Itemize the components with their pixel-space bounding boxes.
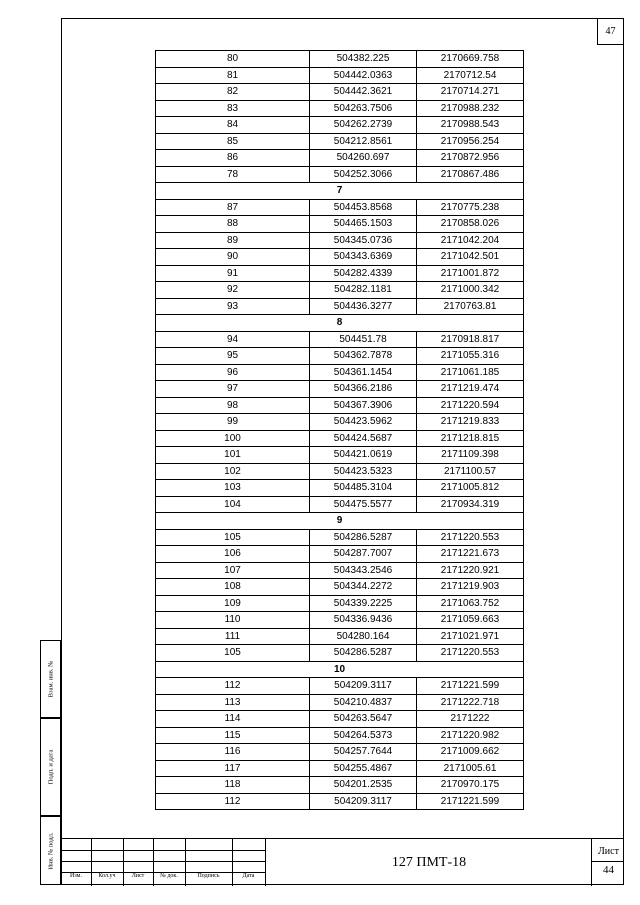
point-number-cell: 94: [156, 331, 310, 348]
point-number-cell: 105: [156, 645, 310, 662]
x-coordinate-cell: 504442.3621: [310, 84, 417, 101]
col-label-count: Кол.уч: [98, 873, 116, 879]
table-row: [156, 529, 524, 546]
y-coordinate-cell: 2171005.61: [417, 760, 524, 777]
y-coordinate-cell: 2171219.903: [417, 579, 524, 596]
table-row: [156, 216, 524, 233]
x-coordinate-cell: 504336.9436: [310, 612, 417, 629]
y-coordinate-cell: 2171222: [417, 711, 524, 728]
point-number-cell: 85: [156, 133, 310, 150]
point-number-cell: 97: [156, 381, 310, 398]
y-coordinate-cell: 2171220.553: [417, 529, 524, 546]
y-coordinate-cell: 2171055.316: [417, 348, 524, 365]
table-row: [156, 397, 524, 414]
side-cell-signature-date: [40, 718, 61, 816]
x-coordinate-cell: 504485.3104: [310, 480, 417, 497]
y-coordinate-cell: 2170872.956: [417, 150, 524, 167]
group-header-row: [156, 315, 524, 332]
table-row: [156, 232, 524, 249]
table-row: [156, 265, 524, 282]
y-coordinate-cell: 2171109.398: [417, 447, 524, 464]
point-number-cell: 101: [156, 447, 310, 464]
point-number-cell: 107: [156, 562, 310, 579]
table-row: [156, 727, 524, 744]
x-coordinate-cell: 504263.5647: [310, 711, 417, 728]
y-coordinate-cell: 2171061.185: [417, 364, 524, 381]
table-row: [156, 199, 524, 216]
x-coordinate-cell: 504286.5287: [310, 645, 417, 662]
x-coordinate-cell: 504212.8561: [310, 133, 417, 150]
title-block-col-line: [591, 839, 592, 886]
table-row: [156, 298, 524, 315]
y-coordinate-cell: 2170858.026: [417, 216, 524, 233]
point-number-cell: 110: [156, 612, 310, 629]
x-coordinate-cell: 504282.1181: [310, 282, 417, 299]
table-row: [156, 645, 524, 662]
point-number-cell: 104: [156, 496, 310, 513]
point-number-cell: 113: [156, 694, 310, 711]
sheet-label: Лист: [598, 846, 619, 857]
table-row: [156, 595, 524, 612]
table-row: [156, 694, 524, 711]
y-coordinate-cell: 2171221.673: [417, 546, 524, 563]
table-row: [156, 546, 524, 563]
side-cell-replacement-inv: [40, 640, 61, 718]
x-coordinate-cell: 504475.5577: [310, 496, 417, 513]
x-coordinate-cell: 504423.5323: [310, 463, 417, 480]
point-number-cell: 80: [156, 51, 310, 68]
table-row: [156, 133, 524, 150]
x-coordinate-cell: 504361.1454: [310, 364, 417, 381]
col-label-signature: Подпись: [197, 873, 220, 879]
point-number-cell: 84: [156, 117, 310, 134]
point-number-cell: 92: [156, 282, 310, 299]
x-coordinate-cell: 504201.2535: [310, 777, 417, 794]
y-coordinate-cell: 2170934.319: [417, 496, 524, 513]
side-cell-original-inv: [40, 816, 61, 885]
table-row: [156, 348, 524, 365]
y-coordinate-cell: 2171009.662: [417, 744, 524, 761]
table-row: [156, 678, 524, 695]
group-header-row: [156, 183, 524, 200]
point-number-cell: 98: [156, 397, 310, 414]
table-row: [156, 463, 524, 480]
y-coordinate-cell: 2171000.342: [417, 282, 524, 299]
table-row: [156, 447, 524, 464]
group-header-row: [156, 513, 524, 530]
table-row: [156, 612, 524, 629]
table-row: [156, 150, 524, 167]
y-coordinate-cell: 2171059.663: [417, 612, 524, 629]
point-number-cell: 88: [156, 216, 310, 233]
point-number-cell: 112: [156, 793, 310, 810]
point-number-cell: 112: [156, 678, 310, 695]
group-label: 10: [156, 661, 524, 678]
x-coordinate-cell: 504260.697: [310, 150, 417, 167]
x-coordinate-cell: 504453.8568: [310, 199, 417, 216]
x-coordinate-cell: 504263.7506: [310, 100, 417, 117]
side-label-signature-date: Подп. и дата: [47, 749, 54, 785]
table-row: [156, 67, 524, 84]
x-coordinate-cell: 504257.7644: [310, 744, 417, 761]
point-number-cell: 90: [156, 249, 310, 266]
x-coordinate-cell: 504282.4339: [310, 265, 417, 282]
y-coordinate-cell: 2171220.594: [417, 397, 524, 414]
table-row: [156, 760, 524, 777]
table-row: [156, 364, 524, 381]
point-number-cell: 114: [156, 711, 310, 728]
table-row: [156, 711, 524, 728]
point-number-cell: 108: [156, 579, 310, 596]
point-number-cell: 116: [156, 744, 310, 761]
y-coordinate-cell: 2170712.54: [417, 67, 524, 84]
y-coordinate-cell: 2171218.815: [417, 430, 524, 447]
table-row: [156, 414, 524, 431]
col-label-sheet: Лист: [131, 873, 145, 879]
point-number-cell: 83: [156, 100, 310, 117]
point-number-cell: 105: [156, 529, 310, 546]
x-coordinate-cell: 504262.2739: [310, 117, 417, 134]
point-number-cell: 103: [156, 480, 310, 497]
y-coordinate-cell: 2170714.271: [417, 84, 524, 101]
x-coordinate-cell: 504366.2186: [310, 381, 417, 398]
point-number-cell: 106: [156, 546, 310, 563]
point-number-cell: 96: [156, 364, 310, 381]
table-row: [156, 100, 524, 117]
x-coordinate-cell: 504451.78: [310, 331, 417, 348]
table-row: [156, 628, 524, 645]
x-coordinate-cell: 504339.2225: [310, 595, 417, 612]
x-coordinate-cell: 504210.4837: [310, 694, 417, 711]
point-number-cell: 81: [156, 67, 310, 84]
y-coordinate-cell: 2170956.254: [417, 133, 524, 150]
point-number-cell: 78: [156, 166, 310, 183]
x-coordinate-cell: 504436.3277: [310, 298, 417, 315]
y-coordinate-cell: 2171220.553: [417, 645, 524, 662]
table-row: [156, 249, 524, 266]
point-number-cell: 109: [156, 595, 310, 612]
x-coordinate-cell: 504264.5373: [310, 727, 417, 744]
y-coordinate-cell: 2171063.752: [417, 595, 524, 612]
x-coordinate-cell: 504423.5962: [310, 414, 417, 431]
col-label-change: Изм.: [70, 873, 82, 879]
x-coordinate-cell: 504442.0363: [310, 67, 417, 84]
table-row: [156, 166, 524, 183]
point-number-cell: 102: [156, 463, 310, 480]
y-coordinate-cell: 2170775.238: [417, 199, 524, 216]
point-number-cell: 117: [156, 760, 310, 777]
sheet-number: 44: [603, 864, 614, 876]
table-row: [156, 496, 524, 513]
point-number-cell: 100: [156, 430, 310, 447]
table-row: [156, 381, 524, 398]
x-coordinate-cell: 504252.3066: [310, 166, 417, 183]
x-coordinate-cell: 504343.6369: [310, 249, 417, 266]
table-row: [156, 562, 524, 579]
y-coordinate-cell: 2170988.543: [417, 117, 524, 134]
group-label: 8: [156, 315, 524, 332]
group-header-row: [156, 661, 524, 678]
page-corner-number: 47: [597, 18, 624, 45]
point-number-cell: 89: [156, 232, 310, 249]
x-coordinate-cell: 504382.225: [310, 51, 417, 68]
table-row: [156, 793, 524, 810]
side-label-original-inv: Инв. № подл.: [47, 831, 54, 870]
x-coordinate-cell: 504280.164: [310, 628, 417, 645]
x-coordinate-cell: 504367.3906: [310, 397, 417, 414]
point-number-cell: 99: [156, 414, 310, 431]
y-coordinate-cell: 2171021.971: [417, 628, 524, 645]
table-row: [156, 480, 524, 497]
point-number-cell: 87: [156, 199, 310, 216]
table-row: [156, 51, 524, 68]
y-coordinate-cell: 2171220.982: [417, 727, 524, 744]
point-number-cell: 115: [156, 727, 310, 744]
title-block-col-line: [265, 839, 266, 886]
y-coordinate-cell: 2171100.57: [417, 463, 524, 480]
y-coordinate-cell: 2170970.175: [417, 777, 524, 794]
y-coordinate-cell: 2171221.599: [417, 793, 524, 810]
point-number-cell: 111: [156, 628, 310, 645]
x-coordinate-cell: 504255.4867: [310, 760, 417, 777]
y-coordinate-cell: 2170988.232: [417, 100, 524, 117]
x-coordinate-cell: 504209.3117: [310, 678, 417, 695]
col-label-date: Дата: [242, 873, 255, 879]
table-row: [156, 744, 524, 761]
y-coordinate-cell: 2170918.817: [417, 331, 524, 348]
x-coordinate-cell: 504345.0736: [310, 232, 417, 249]
y-coordinate-cell: 2170763.81: [417, 298, 524, 315]
table-row: [156, 430, 524, 447]
table-row: [156, 282, 524, 299]
title-block: [61, 838, 624, 886]
col-label-doc-number: № док.: [160, 873, 178, 879]
y-coordinate-cell: 2171219.474: [417, 381, 524, 398]
y-coordinate-cell: 2171042.501: [417, 249, 524, 266]
x-coordinate-cell: 504424.5687: [310, 430, 417, 447]
point-number-cell: 93: [156, 298, 310, 315]
table-row: [156, 117, 524, 134]
document-code: 127 ПМТ-18: [391, 854, 467, 870]
table-row: [156, 579, 524, 596]
y-coordinate-cell: 2171222.718: [417, 694, 524, 711]
x-coordinate-cell: 504421.0619: [310, 447, 417, 464]
group-label: 7: [156, 183, 524, 200]
x-coordinate-cell: 504344.2272: [310, 579, 417, 596]
sheet-cell-divider: [591, 861, 624, 862]
y-coordinate-cell: 2170867.486: [417, 166, 524, 183]
x-coordinate-cell: 504287.7007: [310, 546, 417, 563]
y-coordinate-cell: 2171219.833: [417, 414, 524, 431]
y-coordinate-cell: 2170669.758: [417, 51, 524, 68]
table-row: [156, 777, 524, 794]
y-coordinate-cell: 2171221.599: [417, 678, 524, 695]
group-label: 9: [156, 513, 524, 530]
x-coordinate-cell: 504362.7878: [310, 348, 417, 365]
coordinates-table: [155, 50, 524, 810]
y-coordinate-cell: 2171001.872: [417, 265, 524, 282]
side-label-replacement-inv: Взам. инв. №: [47, 660, 54, 698]
point-number-cell: 95: [156, 348, 310, 365]
table-row: [156, 331, 524, 348]
point-number-cell: 86: [156, 150, 310, 167]
point-number-cell: 118: [156, 777, 310, 794]
y-coordinate-cell: 2171220.921: [417, 562, 524, 579]
y-coordinate-cell: 2171042.204: [417, 232, 524, 249]
y-coordinate-cell: 2171005.812: [417, 480, 524, 497]
point-number-cell: 91: [156, 265, 310, 282]
table-row: [156, 84, 524, 101]
x-coordinate-cell: 504465.1503: [310, 216, 417, 233]
point-number-cell: 82: [156, 84, 310, 101]
x-coordinate-cell: 504343.2546: [310, 562, 417, 579]
x-coordinate-cell: 504286.5287: [310, 529, 417, 546]
x-coordinate-cell: 504209.3117: [310, 793, 417, 810]
